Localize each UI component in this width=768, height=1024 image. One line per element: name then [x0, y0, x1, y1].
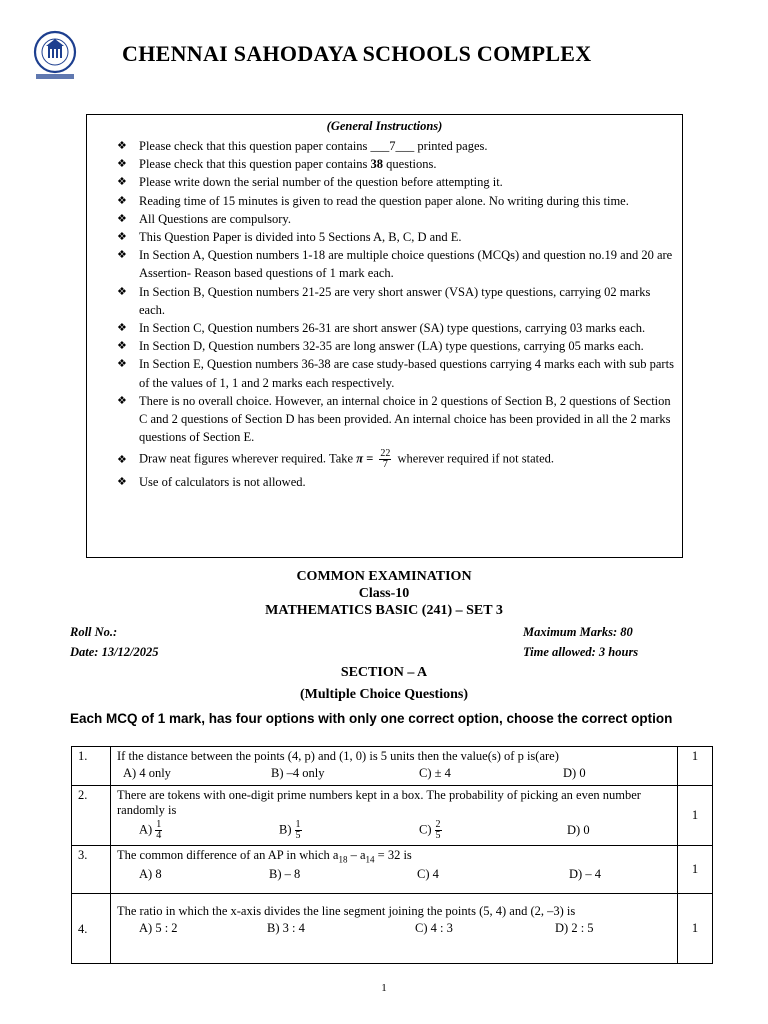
- question-text: There are tokens with one-digit prime numbers kept in a box. The probability of picking an even number randomly is: [117, 788, 641, 817]
- roll-no-label: Roll No.:: [70, 625, 118, 639]
- options: [117, 820, 671, 841]
- diamond-bullet-icon: ❖: [117, 285, 127, 298]
- page-number: 1: [381, 982, 387, 994]
- option-a: A) 5 : 2: [139, 921, 178, 935]
- option-b: B) –4 only: [271, 766, 325, 780]
- diamond-bullet-icon: ❖: [117, 194, 127, 207]
- question-marks: 1: [678, 747, 713, 786]
- diamond-bullet-icon: ❖: [117, 358, 127, 371]
- instruction-item: ❖ Use of calculators is not allowed.: [117, 473, 677, 491]
- option-a: A) $\frac{1}{4}$: [139, 819, 162, 841]
- option-c: C) $\frac{2}{5}$: [419, 819, 441, 841]
- option-a: A) 4 only: [123, 766, 171, 780]
- option-d: D) 0: [567, 823, 590, 837]
- max-marks: Maximum Marks: 80: [523, 625, 633, 639]
- options: [117, 921, 671, 936]
- instruction-item: ❖ In Section B, Question numbers 21-25 are very short answer (VSA) type questions, carrying 02 marks each.: [117, 283, 677, 319]
- instruction-item: ❖ This Question Paper is divided into 5 Sections A, B, C, D and E.: [117, 228, 677, 246]
- questions-table: [71, 746, 713, 964]
- section-title: SECTION – A: [340, 665, 428, 680]
- question-number: 1.: [72, 747, 111, 786]
- option-a: A) 8: [139, 866, 162, 881]
- exam-title: COMMON EXAMINATION: [296, 569, 472, 584]
- instruction-item: ❖ Please check that this question paper contains 38 questions.: [117, 155, 677, 173]
- option-d: D) 2 : 5: [555, 921, 594, 935]
- diamond-bullet-icon: ❖: [117, 176, 127, 189]
- general-instructions-box: [86, 114, 683, 558]
- question-row: [72, 894, 713, 964]
- fraction-22-over-7: $\frac{22}{7}$: [380, 448, 391, 471]
- question-marks: 1: [678, 846, 713, 894]
- question-body: [111, 786, 678, 846]
- school-name: CHENNAI SAHODAYA SCHOOLS COMPLEX: [122, 41, 592, 66]
- question-body: [111, 747, 678, 786]
- option-b: B) – 8: [269, 866, 301, 881]
- school-emblem-icon: [26, 30, 84, 82]
- option-c: C) ± 4: [419, 766, 451, 780]
- question-text: The ratio in which the x-axis divides the line segment joining the points (5, 4) and (2, –3) is: [117, 904, 576, 918]
- question-body: [111, 846, 678, 894]
- diamond-bullet-icon: ❖: [117, 212, 127, 225]
- diamond-bullet-icon: ❖: [117, 476, 127, 489]
- instruction-item-pi: ❖ Draw neat figures wherever required. Take π = $\frac{22}{7}$ wherever required if not stated.: [117, 448, 555, 471]
- instruction-item: ❖ In Section E, Question numbers 36-38 are case study-based questions carrying 4 marks each with sub parts of the values of 1, 1 and 2 marks each respectively.: [117, 355, 677, 391]
- instruction-item: ❖ In Section A, Question numbers 1-18 are multiple choice questions (MCQs) and question no.19 and 20 are Assertion- Reason based questions of 1 mark each.: [117, 246, 677, 282]
- question-row: [72, 846, 713, 894]
- options: [117, 867, 671, 882]
- question-number: 4.: [72, 894, 111, 964]
- pi-symbol: π =: [356, 451, 374, 466]
- diamond-bullet-icon: ❖: [117, 322, 127, 335]
- instruction-item: ❖ In Section C, Question numbers 26-31 are short answer (SA) type questions, carrying 03 marks each.: [117, 319, 677, 337]
- instruction-item: ❖ All Questions are compulsory.: [117, 210, 677, 228]
- question-text: The common difference of an AP in which $a_{18} - a_{14} = 32$ is: [117, 848, 412, 865]
- diamond-bullet-icon: ❖: [117, 453, 127, 466]
- section-subtitle: (Multiple Choice Questions): [300, 687, 468, 702]
- question-row: [72, 747, 713, 786]
- diamond-bullet-icon: ❖: [117, 394, 127, 407]
- instructions-heading: (General Instructions): [326, 119, 443, 133]
- instruction-item: ❖ In Section D, Question numbers 32-35 are long answer (LA) type questions, carrying 05 marks each.: [117, 337, 677, 355]
- option-c: C) 4 : 3: [415, 921, 453, 935]
- diamond-bullet-icon: ❖: [117, 140, 127, 152]
- diamond-bullet-icon: ❖: [117, 231, 127, 244]
- question-number: 2.: [72, 786, 111, 846]
- mcq-instruction: Each MCQ of 1 mark, has four options with only one correct option, choose the correct option: [70, 711, 673, 726]
- options: [117, 766, 671, 781]
- option-c: C) 4: [417, 866, 439, 881]
- question-marks: 1: [678, 786, 713, 846]
- instruction-item: ❖ Please check that this question paper contains ___7___ printed pages.: [117, 137, 677, 155]
- question-marks: 1: [678, 894, 713, 964]
- instructions-list: [117, 137, 677, 492]
- diamond-bullet-icon: ❖: [117, 249, 127, 262]
- instruction-item: ❖ Reading time of 15 minutes is given to read the question paper alone. No writing during this time.: [117, 192, 677, 210]
- question-body: [111, 894, 678, 964]
- option-d: D) – 4: [569, 866, 601, 881]
- question-number: 3.: [72, 846, 111, 894]
- exam-class: Class-10: [358, 586, 410, 601]
- diamond-bullet-icon: ❖: [117, 158, 127, 171]
- question-text: If the distance between the points (4, p) and (1, 0) is 5 units then the value(s) of p is(are): [117, 749, 559, 763]
- question-row: [72, 786, 713, 846]
- time-allowed: Time allowed: 3 hours: [523, 645, 639, 659]
- instruction-item: ❖ Please write down the serial number of the question before attempting it.: [117, 173, 677, 191]
- exam-date: Date: 13/12/2025: [70, 645, 159, 659]
- instruction-item: ❖ There is no overall choice. However, an internal choice in 2 questions of Section B, 2 questions of Section C and 2 questions of Section D has been provided. An internal choice has been provided in all the 2 marks questions of Section E.: [117, 392, 677, 447]
- option-b: B) 3 : 4: [267, 921, 305, 935]
- option-d: D) 0: [563, 766, 586, 780]
- option-b: B) $\frac{1}{5}$: [279, 819, 301, 841]
- exam-subject: MATHEMATICS BASIC (241) – SET 3: [265, 603, 503, 618]
- diamond-bullet-icon: ❖: [117, 340, 127, 353]
